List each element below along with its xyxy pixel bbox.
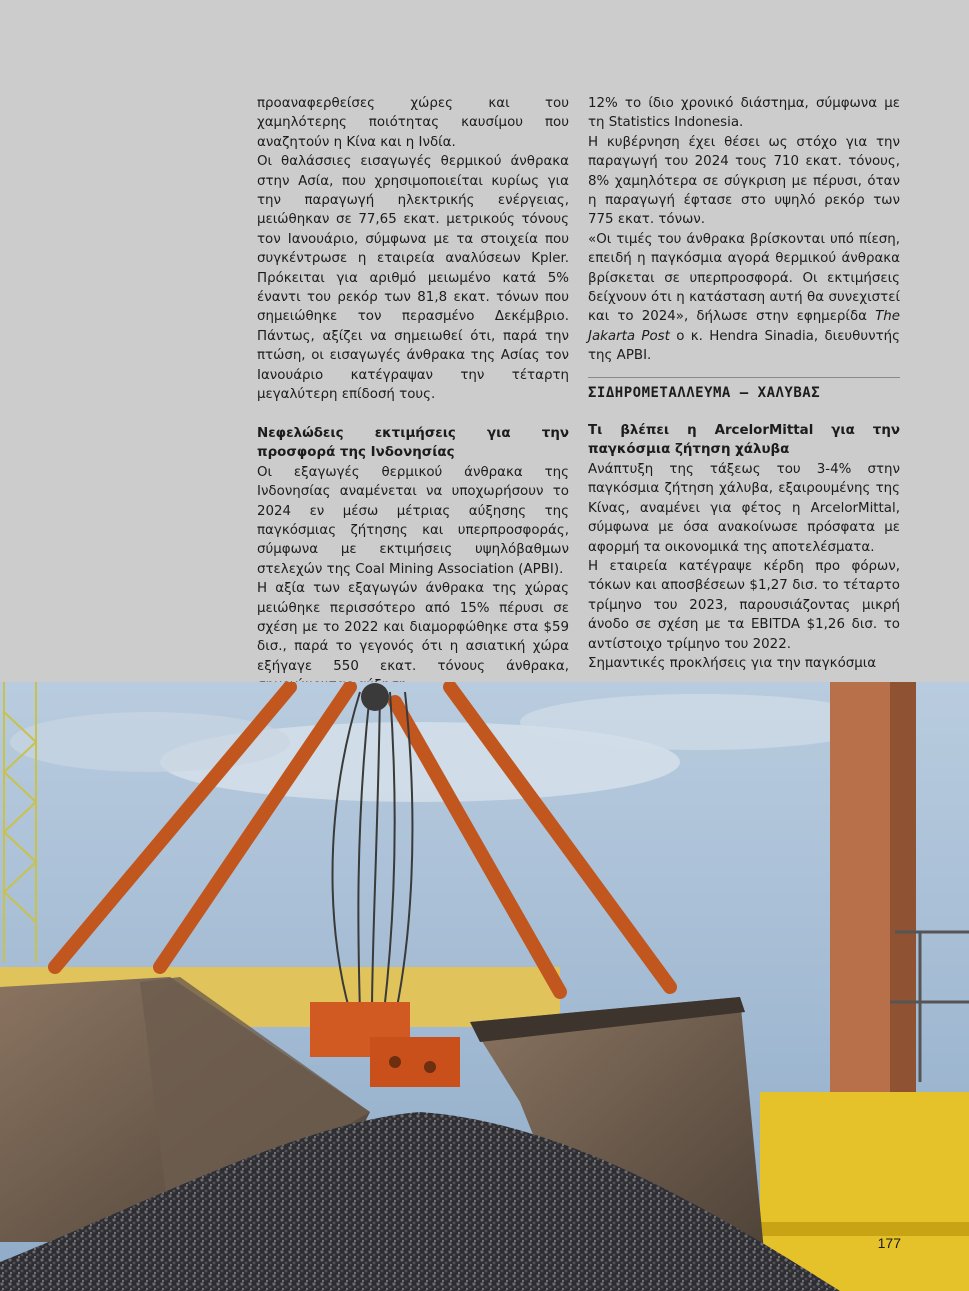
paragraph: Ανάπτυξη της τάξεως του 3-4% στην παγκόσμια ζήτηση χάλυβα, εξαιρουμένης της Κίνας, αναμένει για φέτος η ArcelorMittal, σύμφωνα με όσα ανακοίνωσε πρόσφατα με αφορμή τα οικονομικά της αποτελέσματα. [588, 461, 900, 555]
newspaper-name: The Jakarta Post [588, 309, 900, 344]
hinge-bolt [424, 1061, 436, 1073]
cloud [520, 694, 880, 750]
paragraph: Η αξία των εξαγωγών άνθρακα της χώρας μειώθηκε περισσότερο από 15% πέρυσι σε σχέση με το 2022 και διαμορφώθηκε στα $59 δισ., παρά το γεγονός ότι η ασιατική χώρα εξήγαγε 550 εκατ. τόνους άνθρακα, [257, 581, 569, 674]
page-number: 177 [877, 1235, 901, 1251]
quote-text: «Οι τιμές του άνθρακα βρίσκονται υπό πίεση, επειδή η παγκόσμια αγορά θερμικού άνθρακα βρίσκεται σε υπερπροσφορά. Οι εκτιμήσεις δείχνουν ότι η κατάσταση αυτή θα συνεχιστεί και το 2024», δήλωσε στην εφημερίδα [588, 231, 900, 325]
paragraph: 12% το ίδιο χρονικό διάστημα, σύμφωνα με τη Statistics Indonesia. [588, 96, 900, 131]
subheading-arcelormittal: Τι βλέπει η ArcelorMittal για την παγκόσμια ζήτηση χάλυβα [588, 423, 900, 458]
paragraph: Η εταιρεία κατέγραψε κέρδη προ φόρων, τόκων και αποσβέσεων $1,27 δισ. το τέταρτο τρίμηνο του 2023, παρουσιάζοντας μικρή άνοδο σε σχέση με τα EBITDA $1,26 δισ. το αντίστοιχο τρίμηνο του 2022. [588, 558, 900, 652]
article-right-column [588, 94, 900, 673]
paragraph-quote [588, 230, 900, 366]
paragraph-spacer [588, 402, 900, 421]
paragraph: προαναφερθείσες χώρες και του χαμηλότερης ποιότητας καυσίμου που αναζητούν η Κίνα και η Ινδία. [257, 96, 569, 150]
section-divider [588, 377, 900, 402]
paragraph: Σημαντικές προκλήσεις για την παγκόσμια [588, 655, 877, 671]
cable-pulley [361, 683, 389, 711]
rust-pillar-shadow [890, 682, 916, 1092]
section-title: ΣΙΔΗΡΟΜΕΤΑΛΛΕΥΜΑ – ΧΑΛΥΒΑΣ [588, 384, 821, 401]
coal-grab-bucket-photo [0, 682, 969, 1291]
quote-attribution: ο κ. Hendra Sinadia, διευθυντής της APBI. [588, 328, 901, 364]
paragraph: Η κυβέρνηση έχει θέσει ως στόχο για την παραγωγή του 2024 τους 710 εκατ. τόνους, 8% χαμηλότερα σε σύγκριση με πέρυσι, όταν η παραγωγή έφτασε στο υψηλό ρεκόρ των 775 εκατ. τόνων. [588, 134, 900, 228]
paragraph: Οι θαλάσσιες εισαγωγές θερμικού άνθρακα στην Ασία, που χρησιμοποιείται κυρίως για την παραγωγή ηλεκτρικής ενέργειας, μειώθηκαν σε 77,65 εκατ. μετρικούς τόνους τον Ιανουάριο, σύμφωνα με τα στοιχεία που συγκέντρωσε η εταιρεία αναλύσεων Kpler. Πρόκειται για αριθμό μειωμένο κατά 5% έναντι του ρεκόρ των 81,8 εκατ. τόνων που σημειώθηκε τον περασμένο Δεκέμβριο. Πάντως, αξίζει να σημειωθεί ότι, παρά την πτώση, οι εισαγωγές άνθρακα της Ασίας τον Ιανουάριο κατέγραψαν την τέταρτη μεγαλύτερη επίδοσή τους. [257, 154, 569, 403]
subheading-indonesia: Νεφελώδεις εκτιμήσεις για την προσφορά της Ινδονησίας [257, 425, 569, 461]
article-left-column [257, 94, 569, 696]
grab-hinge-block [370, 1037, 460, 1087]
hinge-bolt [389, 1056, 401, 1068]
paragraph-spacer [257, 405, 569, 424]
yellow-machinery-band [760, 1222, 969, 1236]
paragraph: Οι εξαγωγές θερμικού άνθρακα της Ινδονησίας αναμένεται να υποχωρήσουν το 2024 εν μέσω μέτριας αύξησης της παγκόσμιας ζήτησης και υπερπροσφοράς, σύμφωνα με εκτιμήσεις υψηλόβαθμων στελεχών της Coal Mining Association (APBI). [257, 464, 569, 577]
